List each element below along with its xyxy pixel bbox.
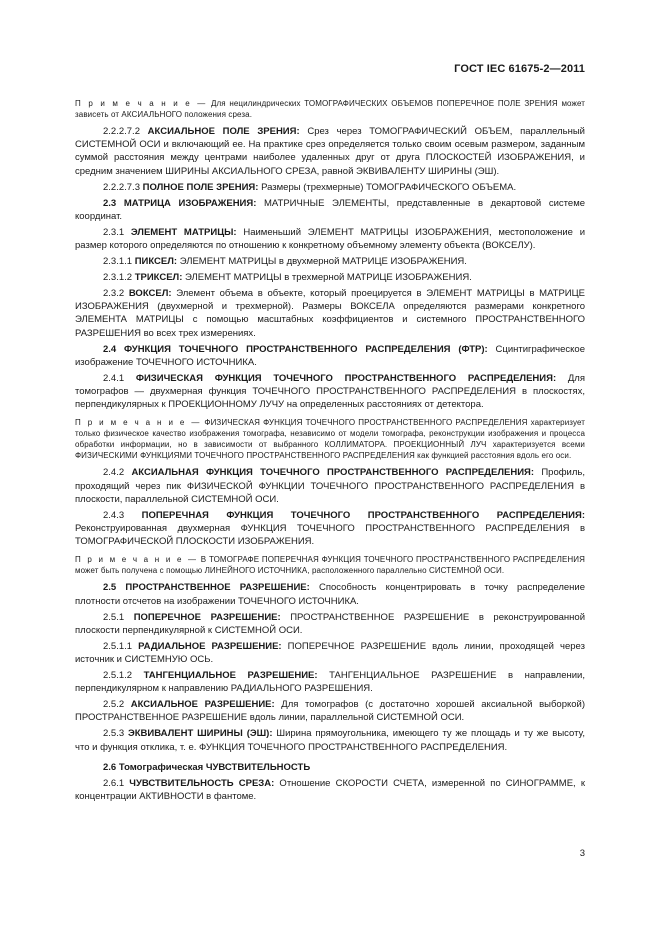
clause-2-5 [75, 581, 585, 607]
clause-number: 2.5.1.2 [103, 670, 144, 682]
clause-2-2-2-7-2 [75, 125, 585, 178]
clause-2-3-1 [75, 226, 585, 252]
clause-term: ТАНГЕНЦИАЛЬНОЕ РАЗРЕШЕНИЕ: [143, 670, 318, 682]
clause-text: МАТРИЧНЫЕ ЭЛЕМЕНТЫ, представленные в декартовой системе координат. [75, 197, 586, 222]
clause-text: Срез через ТОМОГРАФИЧЕСКИЙ ОБЪЕМ, параллельный СИСТЕМНОЙ ОСИ и включающий ее. На практике срез определяется только своим осевым размером, заданным суммой расстояния между центрами наиболее удаленных друг от друга ПЛОСКОСТЕЙ ИЗОБРАЖЕНИЯ, и средним значением ШИРИНЫ АКСИАЛЬНОГО СРЕЗА, равной ЭКВИВАЛЕНТУ ШИРИНЫ (ЭШ). [75, 126, 585, 177]
clause-2-2-2-7-3 [75, 181, 585, 194]
clause-term: АКСИАЛЬНОЕ РАЗРЕШЕНИЕ: [130, 699, 275, 711]
clause-2-5-3 [75, 727, 585, 753]
clause-2-6-1 [75, 777, 585, 803]
note-text: В ТОМОГРАФЕ ПОПЕРЕЧНАЯ ФУНКЦИЯ ТОЧЕЧНОГО ПРОСТРАНСТВЕННОГО РАСПРЕДЕЛЕНИЯ может быть получена с помощью ЛИНЕЙНОГО ИСТОЧНИКА, расположенного параллельно СИСТЕМНОЙ ОСИ. [75, 555, 585, 576]
clause-term: ПОЛНОЕ ПОЛЕ ЗРЕНИЯ: [142, 181, 259, 193]
note-paragraph [75, 417, 585, 461]
note-lead: П р и м е ч а н и е — [75, 99, 208, 108]
clause-number: 2.5 [103, 582, 126, 594]
clause-text: Элемент объема в объекте, который проецируется в ЭЛЕМЕНТ МАТРИЦЫ в МАТРИЦЕ ИЗОБРАЖЕНИЯ (двухмерной и трехмерной). Размеры ВОКСЕЛА определяются размерами конкретного ЭЛЕМЕНТА МАТРИЦЫ с помощью масштабных коэффициентов и системного ПРОСТРАНСТВЕННОГО РАЗРЕШЕНИЯ во всех трех измерениях. [75, 288, 585, 339]
clause-term: ВОКСЕЛ: [128, 288, 172, 300]
clause-text: Отношение СКОРОСТИ СЧЕТА, измеренной по СИНОГРАММЕ, к концентрации АКТИВНОСТИ в фантоме. [75, 777, 585, 802]
clause-term: ПРОСТРАНСТВЕННОЕ РАЗРЕШЕНИЕ: [125, 582, 310, 594]
clause-2-3-2 [75, 287, 585, 340]
clause-term: ПОПЕРЕЧНАЯ ФУНКЦИЯ ТОЧЕЧНОГО ПРОСТРАНСТВЕННОГО РАСПРЕДЕЛЕНИЯ: [141, 509, 585, 521]
clause-term: ПИКСЕЛ: [134, 256, 178, 268]
clause-text: ТАНГЕНЦИАЛЬНОЕ РАЗРЕШЕНИЕ в направлении, перпендикулярном к направлению РАДИАЛЬНОГО РАЗРЕШЕНИЯ. [75, 670, 585, 695]
clause-term: ФИЗИЧЕСКАЯ ФУНКЦИЯ ТОЧЕЧНОГО ПРОСТРАНСТВЕННОГО РАСПРЕДЕЛЕНИЯ: [135, 372, 557, 384]
clause-term: ТРИКСЕЛ: [134, 272, 183, 284]
clause-number: 2.5.3 [103, 728, 128, 740]
clause-term: РАДИАЛЬНОЕ РАЗРЕШЕНИЕ: [138, 640, 282, 652]
note-lead: П р и м е ч а н и е — [75, 555, 199, 565]
clause-term: ФУНКЦИЯ ТОЧЕЧНОГО ПРОСТРАНСТВЕННОГО РАСПРЕДЕЛЕНИЯ (ФТР): [124, 343, 488, 355]
clause-text: Способность концентрировать в точку распределение плотности отсчетов на изображении ТОЧЕЧНОГО ИСТОЧНИКА. [75, 582, 585, 607]
clause-number: 2.5.1 [103, 611, 134, 623]
clause-term: ЧУВСТВИТЕЛЬНОСТЬ СРЕЗА: [129, 777, 275, 789]
clause-2-4-3 [75, 509, 585, 549]
document-body [75, 92, 585, 806]
clause-number: 2.6 [103, 761, 119, 773]
clause-term: АКСИАЛЬНОЕ ПОЛЕ ЗРЕНИЯ: [147, 126, 300, 137]
note-paragraph [75, 554, 585, 576]
clause-text: Сцинтиграфическое изображение ТОЧЕЧНОГО ИСТОЧНИКА. [75, 343, 585, 368]
clause-2-5-2 [75, 698, 585, 724]
clause-text: Размеры (трехмерные) ТОМОГРАФИЧЕСКОГО ОБЪЕМА. [258, 181, 517, 193]
clause-2-5-1 [75, 611, 585, 637]
document-header: ГОСТ IEC 61675-2—2011 [454, 63, 585, 75]
clause-term: ПОПЕРЕЧНОЕ РАЗРЕШЕНИЕ: [133, 611, 281, 623]
clause-term: Томографическая ЧУВСТВИТЕЛЬНОСТЬ [118, 761, 311, 773]
clause-2-4-1 [75, 372, 585, 412]
clause-text: ЭЛЕМЕНТ МАТРИЦЫ в двухмерной МАТРИЦЕ ИЗОБРАЖЕНИЯ. [177, 256, 467, 268]
clause-text: ПОПЕРЕЧНОЕ РАЗРЕШЕНИЕ вдоль линии, проходящей через источник и СИСТЕМНУЮ ОСЬ. [75, 640, 585, 666]
note-paragraph [75, 98, 585, 120]
clause-text: Профиль, проходящий через пик ФИЗИЧЕСКОЙ ФУНКЦИИ ТОЧЕЧНОГО ПРОСТРАНСТВЕННОГО РАСПРЕДЕЛЕНИЯ в плоскости, параллельной СИСТЕМНОЙ ОСИ. [75, 467, 585, 505]
clause-number: 2.2.2.7.3 [103, 181, 143, 193]
clause-number: 2.3.1.2 [103, 272, 135, 284]
note-text: ФИЗИЧЕСКАЯ ФУНКЦИЯ ТОЧЕЧНОГО ПРОСТРАНСТВЕННОГО РАСПРЕДЕЛЕНИЯ характеризует только физическое качество изображения томографа, независимо от модели томографа, реконструкции изображения и процесса обработки информации, но в зависимости от выбранного КОЛЛИМАТОРА. ПРОЕКЦИОННЫЙ ЛУЧ характеризуется всеми ФИЗИЧЕСКИМИ ФУНКЦИЯМИ ТОЧЕЧНОГО ПРОСТРАНСТВЕННОГО РАСПРЕДЕЛЕНИЯ как функцией расстояния вдоль его оси. [75, 418, 586, 461]
clause-number: 2.3 [103, 197, 124, 209]
clause-2-3-1-1 [75, 255, 585, 268]
clause-number: 2.3.1.1 [103, 256, 135, 268]
clause-number: 2.4.3 [103, 509, 142, 521]
clause-term: ЭКВИВАЛЕНТ ШИРИНЫ (ЭШ): [128, 728, 273, 740]
clause-2-4-2 [75, 466, 585, 506]
clause-2-4 [75, 343, 585, 369]
clause-number: 2.4 [103, 343, 125, 355]
clause-text: ЭЛЕМЕНТ МАТРИЦЫ в трехмерной МАТРИЦЕ ИЗОБРАЖЕНИЯ. [182, 272, 472, 284]
clause-number: 2.6.1 [103, 777, 130, 789]
clause-2-3-1-2 [75, 271, 585, 284]
clause-number: 2.4.1 [103, 372, 136, 384]
clause-text: Ширина прямоугольника, имеющего ту же площадь и ту же высоту, что и функция отклика, т. е. ФУНКЦИЯ ТОЧЕЧНОГО ПРОСТРАНСТВЕННОГО РАСПРЕДЕЛЕНИЯ. [75, 728, 585, 753]
clause-text: Наименьший ЭЛЕМЕНТ МАТРИЦЫ ИЗОБРАЖЕНИЯ, местоположение и размер которого определяются по отношению к конкретному объемному элементу объекта (ВОКСЕЛУ). [75, 226, 585, 252]
note-text: Для нецилиндрических ТОМОГРАФИЧЕСКИХ ОБЪЕМОВ ПОПЕРЕЧНОЕ ПОЛЕ ЗРЕНИЯ может зависеть от АКСИАЛЬНОГО положения среза. [75, 99, 585, 119]
clause-term: ЭЛЕМЕНТ МАТРИЦЫ: [130, 226, 237, 238]
clause-text: Для томографов — двухмерная функция ТОЧЕЧНОГО ПРОСТРАНСТВЕННОГО РАСПРЕДЕЛЕНИЯ в плоскостях, перпендикулярных к ПРОЕКЦИОННОМУ ЛУЧУ на определенных расстояниях от детектора. [75, 372, 585, 411]
clause-text: ПРОСТРАНСТВЕННОЕ РАЗРЕШЕНИЕ в реконструированной плоскости перпендикулярной к СИСТЕМНОЙ ОСИ. [75, 611, 585, 636]
clause-number: 2.5.2 [103, 699, 131, 711]
clause-term: АКСИАЛЬНАЯ ФУНКЦИЯ ТОЧЕЧНОГО ПРОСТРАНСТВЕННОГО РАСПРЕДЕЛЕНИЯ: [131, 467, 535, 479]
clause-text: Реконструированная двухмерная ФУНКЦИЯ ТОЧЕЧНОГО ПРОСТРАНСТВЕННОГО РАСПРЕДЕЛЕНИЯ в ТОМОГРАФИЧЕСКОЙ ПЛОСКОСТИ ИЗОБРАЖЕНИЯ. [75, 523, 585, 548]
clause-number: 2.2.2.7.2 [103, 126, 148, 137]
clause-number: 2.3.1 [103, 226, 131, 238]
clause-2-6 [75, 761, 585, 774]
note-lead: П р и м е ч а н и е — [75, 418, 202, 428]
clause-2-3 [75, 197, 585, 223]
clause-number: 2.5.1.1 [103, 640, 139, 652]
clause-2-5-1-2 [75, 669, 585, 695]
clause-number: 2.3.2 [103, 288, 129, 300]
page-number: 3 [579, 848, 585, 859]
clause-term: МАТРИЦА ИЗОБРАЖЕНИЯ: [123, 197, 257, 209]
clause-2-5-1-1 [75, 640, 585, 666]
clause-number: 2.4.2 [103, 467, 132, 479]
clause-text: Для томографов (с достаточно хорошей аксиальной выборкой) ПРОСТРАНСТВЕННОЕ РАЗРЕШЕНИЕ вдоль линии, параллельной СИСТЕМНОЙ ОСИ. [75, 699, 585, 724]
